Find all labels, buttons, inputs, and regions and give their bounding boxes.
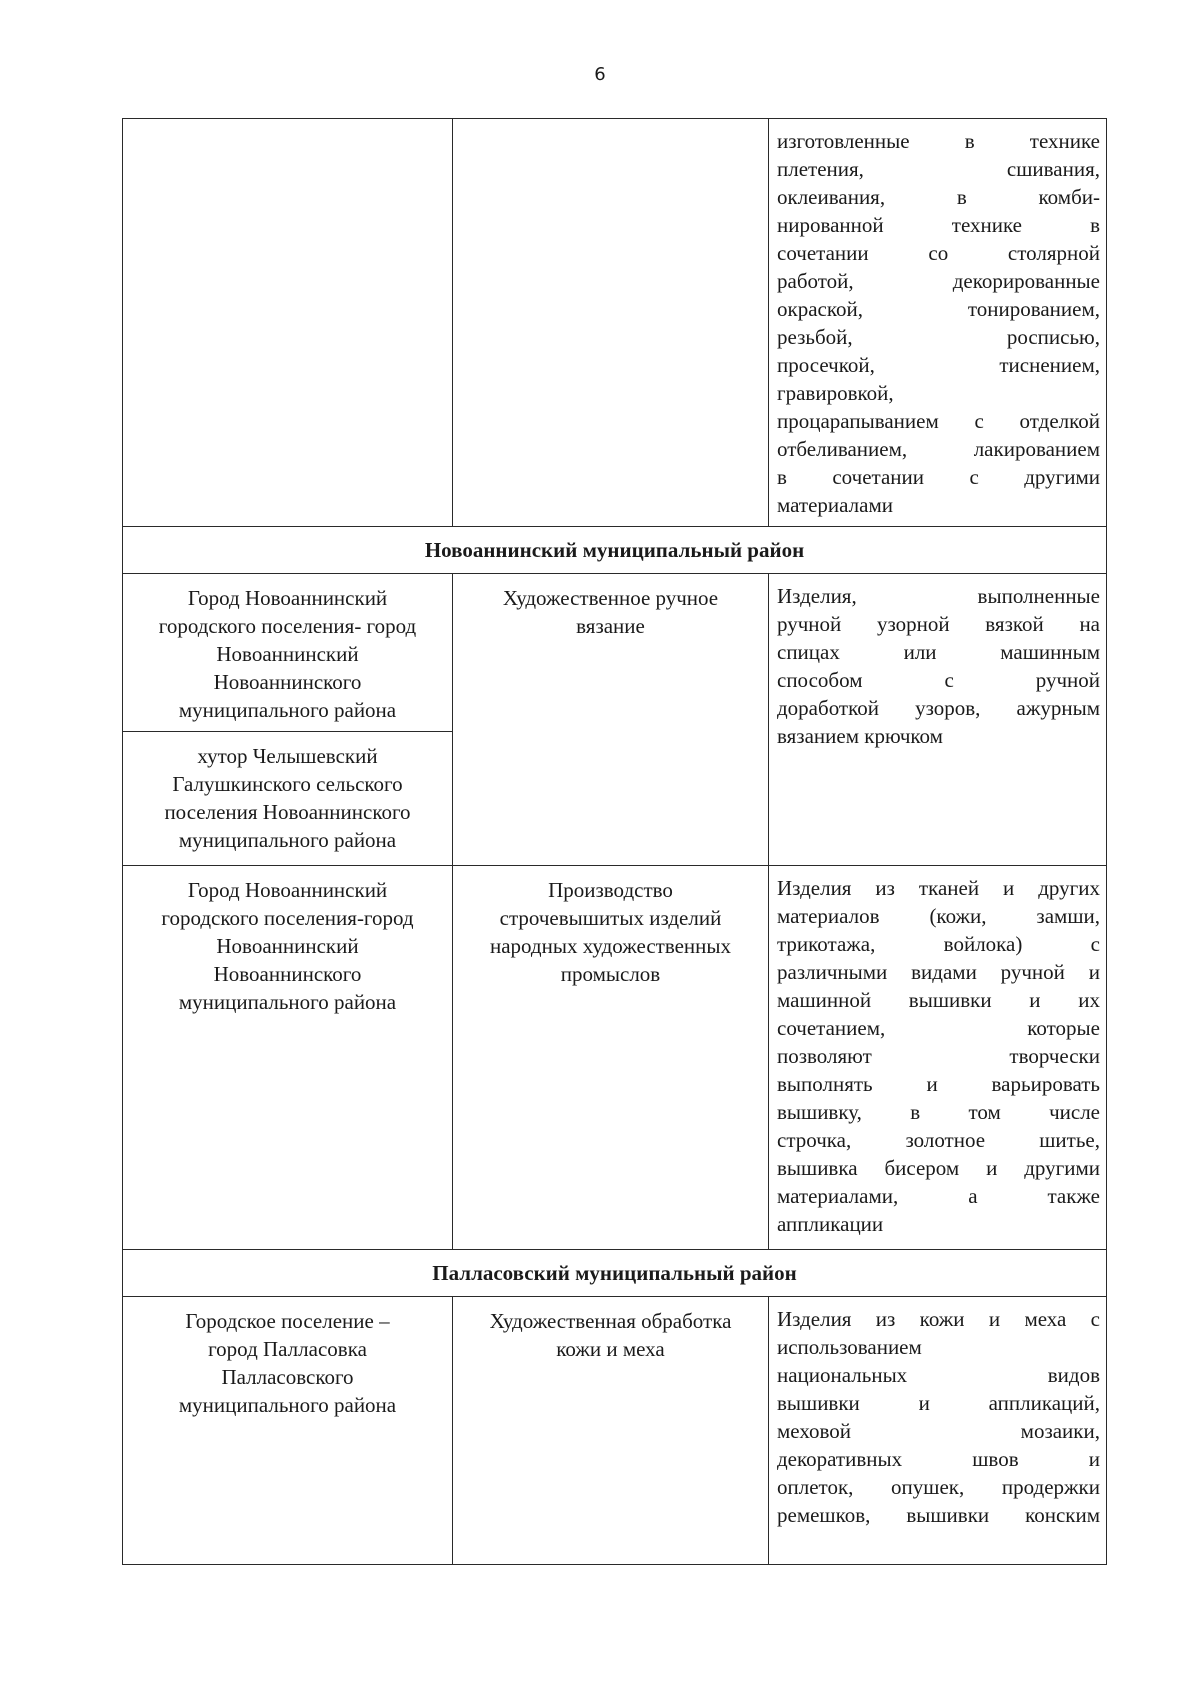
text-line: муниципального района: [178, 990, 397, 1014]
text-line: Новоаннинского: [213, 962, 362, 986]
craft-cell: [453, 866, 769, 1250]
text-line: плетения, сшивания,: [777, 157, 1100, 181]
text-line: город Палласовка: [208, 1337, 367, 1361]
text-line: выполнять и варьировать: [777, 1072, 1100, 1096]
text-line: вышивки и аппликаций,: [777, 1391, 1100, 1415]
text-line: муниципального района: [178, 698, 397, 722]
text-line: окраской, тонированием,: [777, 297, 1100, 321]
place-cell: [123, 1297, 453, 1565]
text-line: ручной узорной вязкой на: [777, 612, 1100, 636]
text-line: материалов (кожи, замши,: [777, 904, 1100, 928]
text-line: сочетании со столярной: [777, 241, 1100, 265]
text-line: хутор Челышевский: [197, 744, 378, 768]
text-line: аппликации: [777, 1212, 884, 1236]
table-row: [123, 866, 1107, 1250]
region-header-pallasovsky: Палласовский муниципальный район: [123, 1250, 1107, 1297]
text-line: промыслов: [560, 962, 661, 986]
text-line: материалами: [777, 493, 893, 517]
description-text: [769, 119, 1106, 525]
craft-cell-empty: [453, 119, 769, 527]
text-line: строчевышитых изделий: [499, 906, 722, 930]
place-text: [123, 732, 452, 854]
text-line: сочетанием, которые: [777, 1016, 1100, 1040]
description-cell: [769, 574, 1107, 866]
table-row: [123, 574, 1107, 732]
text-line: вязание: [576, 614, 645, 638]
text-line: национальных видов: [777, 1363, 1100, 1387]
description-text: [769, 866, 1106, 1244]
text-line: Изделия из тканей и других: [777, 876, 1100, 900]
text-line: Галушкинского сельского: [172, 772, 403, 796]
text-line: Палласовского: [221, 1365, 354, 1389]
place-cell: [123, 866, 453, 1250]
text-line: оплеток, опушек, продержки: [777, 1475, 1100, 1499]
place-cell-empty: [123, 119, 453, 527]
text-line: отбеливанием, лакированием: [777, 437, 1100, 461]
text-line: Городское поселение –: [185, 1309, 390, 1333]
place-text: [123, 1297, 452, 1419]
place-cell: [123, 732, 453, 866]
description-text: [769, 1297, 1106, 1535]
text-line: городского поселения- город: [158, 614, 417, 638]
description-text: [769, 574, 1106, 756]
text-line: поселения Новоаннинского: [164, 800, 411, 824]
text-line: материалами, а также: [777, 1184, 1100, 1208]
text-line: доработкой узоров, ажурным: [777, 696, 1100, 720]
craft-text: [453, 866, 768, 988]
text-line: вязанием крючком: [777, 724, 943, 748]
text-line: народных художественных: [489, 934, 732, 958]
description-cell: [769, 866, 1107, 1250]
text-line: в сочетании с другими: [777, 465, 1100, 489]
text-line: меховой мозаики,: [777, 1419, 1100, 1443]
text-line: ремешков, вышивки конским: [777, 1503, 1100, 1527]
text-line: Производство: [548, 878, 673, 902]
table-row: [123, 1297, 1107, 1565]
text-line: Новоаннинский: [216, 642, 359, 666]
text-line: гравировкой,: [777, 381, 894, 405]
text-line: нированной технике в: [777, 213, 1100, 237]
craft-text: [453, 1297, 768, 1363]
region-header-row: [123, 527, 1107, 574]
text-line: Новоаннинского: [213, 670, 362, 694]
text-line: Художественная обработка: [489, 1309, 732, 1333]
text-line: спицах или машинным: [777, 640, 1100, 664]
text-line: Изделия из кожи и меха с: [777, 1307, 1100, 1331]
text-line: способом с ручной: [777, 668, 1100, 692]
text-line: декоративных швов и: [777, 1447, 1100, 1471]
crafts-table: [122, 118, 1107, 1565]
table-row-continuation: [123, 119, 1107, 527]
craft-text: [453, 574, 768, 640]
craft-cell: [453, 1297, 769, 1565]
text-line: изготовленные в технике: [777, 129, 1100, 153]
region-header-novoanninsky: Новоаннинский муниципальный район: [123, 527, 1107, 574]
text-line: трикотажа, войлока) с: [777, 932, 1100, 956]
text-line: оклеивания, в комби-: [777, 185, 1100, 209]
description-cell: [769, 1297, 1107, 1565]
text-line: Изделия, выполненные: [777, 584, 1100, 608]
region-header-row: [123, 1250, 1107, 1297]
text-line: вышивка бисером и другими: [777, 1156, 1100, 1180]
text-line: муниципального района: [178, 1393, 397, 1417]
text-line: Город Новоаннинский: [187, 586, 388, 610]
craft-cell: [453, 574, 769, 866]
text-line: кожи и меха: [556, 1337, 665, 1361]
text-line: различными видами ручной и: [777, 960, 1100, 984]
description-cell: [769, 119, 1107, 527]
text-line: работой, декорированные: [777, 269, 1100, 293]
text-line: машинной вышивки и их: [777, 988, 1100, 1012]
text-line: муниципального района: [178, 828, 397, 852]
place-text: [123, 574, 452, 724]
text-line: резьбой, росписью,: [777, 325, 1100, 349]
text-line: городского поселения-город: [161, 906, 414, 930]
text-line: вышивку, в том числе: [777, 1100, 1100, 1124]
page-number: 6: [594, 64, 606, 85]
text-line: Новоаннинский: [216, 934, 359, 958]
text-line: строчка, золотное шитье,: [777, 1128, 1100, 1152]
text-line: просечкой, тиснением,: [777, 353, 1100, 377]
text-line: позволяют творчески: [777, 1044, 1100, 1068]
place-text: [123, 866, 452, 1016]
place-cell: [123, 574, 453, 732]
text-line: процарапыванием с отделкой: [777, 409, 1100, 433]
text-line: использованием: [777, 1335, 922, 1359]
text-line: Город Новоаннинский: [187, 878, 388, 902]
text-line: Художественное ручное: [502, 586, 719, 610]
